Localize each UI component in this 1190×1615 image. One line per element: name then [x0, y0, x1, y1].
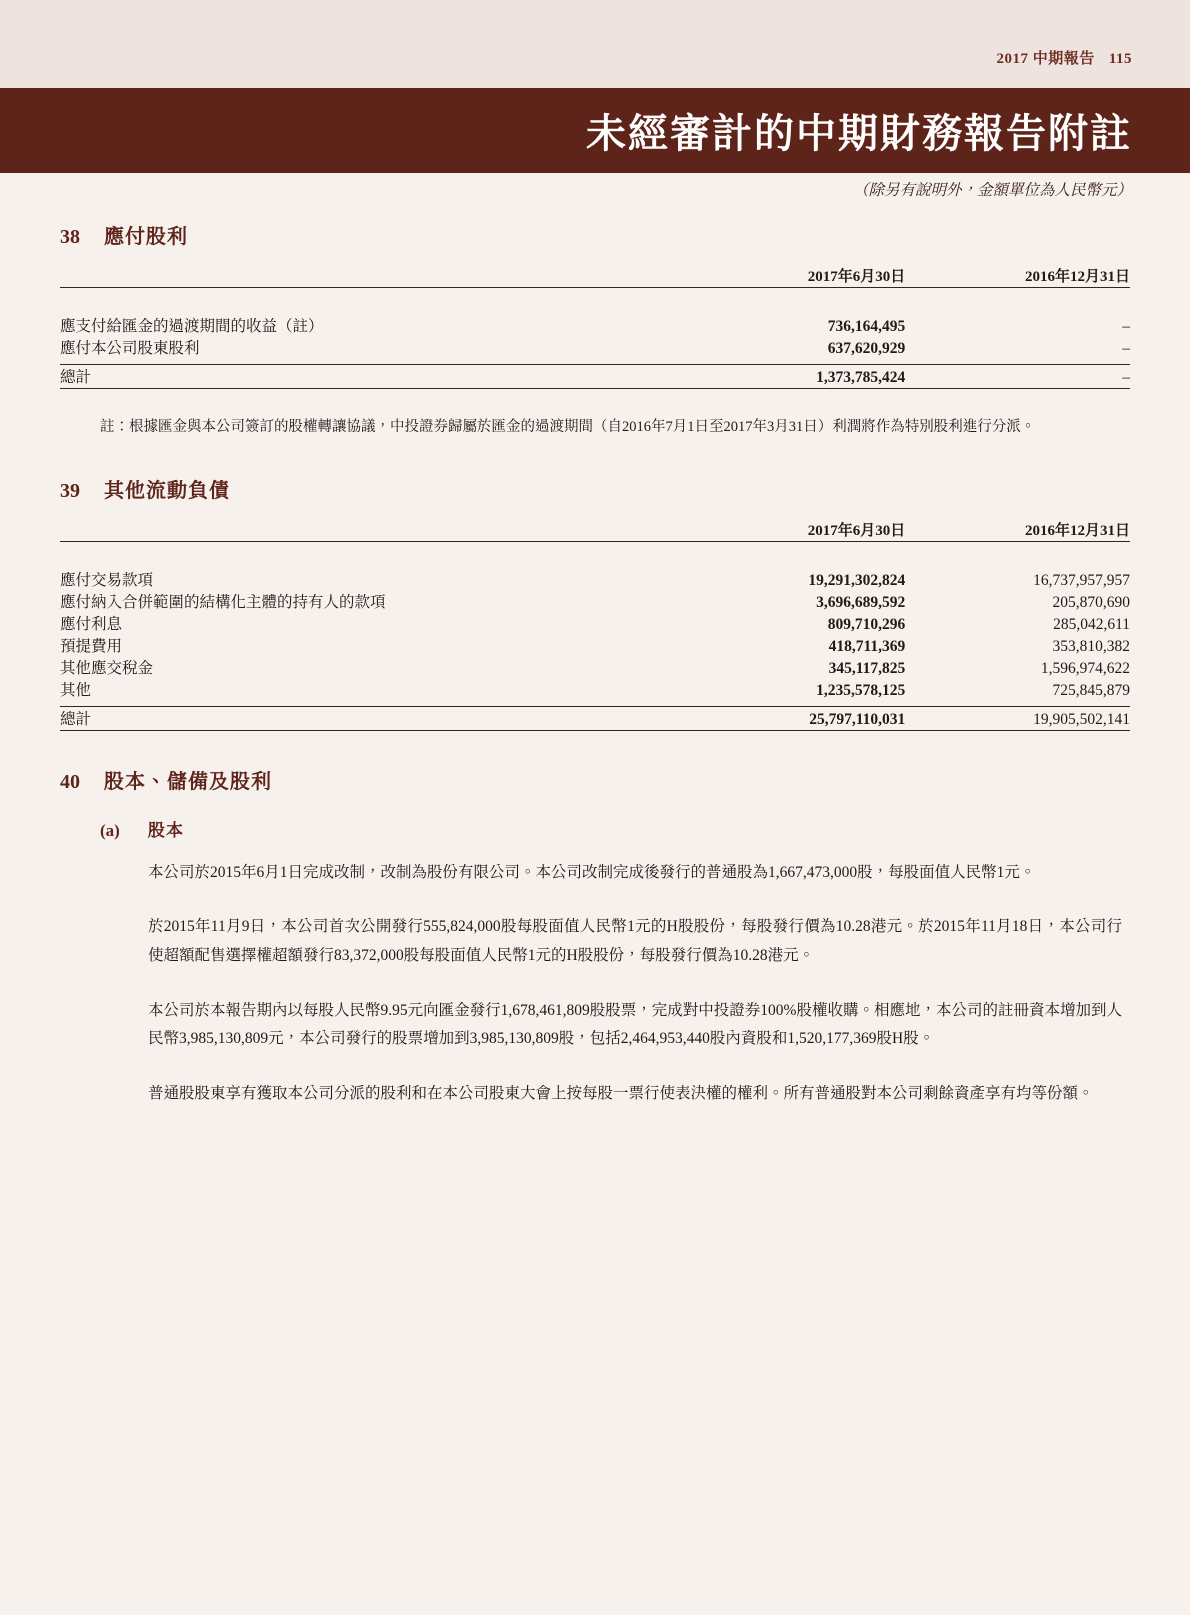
table-rule-row — [60, 729, 1130, 731]
row-value-period2: 205,870,690 — [1052, 593, 1130, 611]
row-label: 應付本公司股東股利 — [60, 340, 200, 357]
section-heading-38 — [60, 220, 1130, 249]
row-label: 應付交易款項 — [60, 571, 154, 589]
table-total-row — [60, 706, 1130, 729]
row-value-period1: 418,711,369 — [828, 637, 906, 655]
section-number: 40 — [60, 770, 80, 793]
total-label: 總計 — [60, 710, 92, 728]
row-value-period2: 725,845,879 — [1052, 681, 1130, 699]
table-spacer — [60, 541, 1130, 568]
subsection-number: (a) — [100, 820, 120, 840]
table-other-current-liabilities — [60, 519, 1130, 731]
paragraph: 本公司於2015年6月1日完成改制，改制為股份有限公司。本公司改制完成後發行的普通股為1,667,473,000股，每股面值人民幣1元。 — [148, 863, 1036, 881]
section-number: 38 — [60, 226, 80, 248]
page-title: 未經審計的中期財務報告附註 — [586, 111, 1132, 156]
total-value-period1: 1,373,785,424 — [816, 369, 906, 386]
subsection-title: 股本 — [148, 820, 184, 840]
section-heading-40 — [60, 765, 1130, 794]
table-row — [60, 678, 1130, 700]
table-rule-row — [60, 387, 1130, 389]
table-row — [60, 590, 1130, 612]
paragraph: 於2015年11月9日，本公司首次公開發行555,824,000股每股面值人民幣1元的H股股份，每股發行價為10.28港元。於2015年11月18日，本公司行使超額配售選擇權超額發行83,372,000股每股面值人民幣1元的H股股份，每股發行價為10.28港元。 — [148, 918, 1122, 964]
table-row — [60, 336, 1130, 358]
row-label: 應付納入合併範圍的結構化主體的持有人的款項 — [60, 593, 386, 611]
running-head-label: 2017 中期報告 — [996, 51, 1095, 67]
col-head-period1: 2017年6月30日 — [807, 269, 906, 285]
section-title: 其他流動負債 — [104, 479, 230, 502]
section-heading-39 — [60, 474, 1130, 503]
row-value-period2: – — [1122, 318, 1130, 335]
header-strip — [0, 0, 1190, 88]
row-value-period1: 345,117,825 — [828, 659, 906, 677]
paragraph: 本公司於本報告期內以每股人民幣9.95元向匯金發行1,678,461,809股股票，完成對中投證券100%股權收購。相應地，本公司的註冊資本增加到人民幣3,985,130,809元，本公司發行的股票增加到3,985,130,809股，包括2,464,953,440股內資股和1,520,177,369股H股。 — [148, 1001, 1122, 1048]
total-label: 總計 — [60, 369, 92, 386]
table-row — [60, 634, 1130, 656]
table-dividends-payable — [60, 265, 1130, 389]
col-head-blank — [60, 519, 659, 540]
table-row — [60, 314, 1130, 336]
row-value-period2: 353,810,382 — [1052, 637, 1130, 655]
section-number: 39 — [60, 479, 80, 502]
row-value-period1: 736,164,495 — [827, 318, 906, 335]
row-value-period1: 809,710,296 — [827, 615, 906, 633]
section-title: 應付股利 — [104, 226, 188, 248]
row-value-period1: 1,235,578,125 — [816, 681, 906, 699]
total-value-period2: 19,905,502,141 — [1033, 710, 1130, 728]
table-row — [60, 656, 1130, 678]
row-value-period2: 16,737,957,957 — [1033, 571, 1130, 589]
row-label: 應付利息 — [60, 615, 123, 633]
total-value-period2: – — [1122, 369, 1130, 386]
col-head-blank — [60, 265, 659, 286]
col-head-period2: 2016年12月31日 — [1024, 522, 1130, 539]
running-head — [997, 47, 1132, 68]
row-label: 其他應交稅金 — [60, 659, 154, 677]
paragraph: 普通股股東享有獲取本公司分派的股利和在本公司股東大會上按每股一票行使表決權的權利。所有普通股對本公司剩餘資產享有均等份額。 — [148, 1085, 1094, 1102]
table-spacer — [60, 288, 1130, 315]
row-value-period1: 637,620,929 — [827, 340, 906, 357]
currency-note: （除另有說明外，金額單位為人民幣元） — [852, 182, 1132, 199]
table-row — [60, 612, 1130, 634]
page-number: 115 — [1108, 51, 1132, 67]
section-38-note: 註：根據匯金與本公司簽訂的股權轉讓協議，中投證券歸屬於匯金的過渡期間（自2016年7月1日至2017年3月31日）利潤將作為特別股利進行分派。 — [100, 419, 1036, 435]
row-value-period1: 19,291,302,824 — [808, 571, 906, 589]
row-label: 其他 — [60, 681, 92, 699]
row-value-period1: 3,696,689,592 — [816, 593, 906, 611]
row-label: 應支付給匯金的過渡期間的收益（註） — [60, 318, 324, 335]
subsection-heading-a — [60, 816, 1130, 841]
row-value-period2: – — [1122, 340, 1130, 357]
col-head-period1: 2017年6月30日 — [807, 522, 906, 539]
title-band — [0, 88, 1190, 173]
table-row — [60, 568, 1130, 590]
row-label: 預提費用 — [60, 637, 123, 655]
section-title: 股本、儲備及股利 — [104, 770, 272, 793]
page-content — [0, 210, 1190, 1109]
table-header-row — [60, 265, 1130, 286]
row-value-period2: 1,596,974,622 — [1040, 659, 1130, 677]
col-head-period2: 2016年12月31日 — [1024, 269, 1130, 285]
table-total-row — [60, 365, 1130, 388]
table-header-row — [60, 519, 1130, 540]
row-value-period2: 285,042,611 — [1053, 615, 1130, 633]
total-value-period1: 25,797,110,031 — [809, 710, 906, 728]
